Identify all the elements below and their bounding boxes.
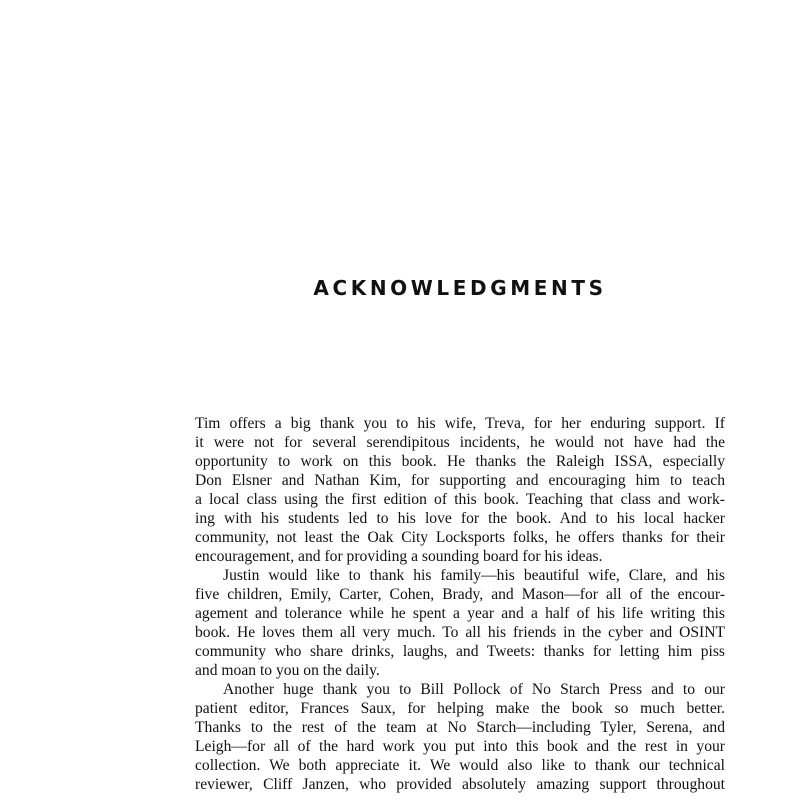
text-line: Thanks to the rest of the team at No Starch—including Tyler, Serena, and (195, 719, 725, 736)
text-line: a local class using the first edition of this book. Teaching that class and work- (195, 491, 725, 508)
paragraph (195, 680, 725, 794)
text-line: Don Elsner and Nathan Kim, for supporting and encouraging him to teach (195, 472, 725, 489)
text-line: Leigh—for all of the hard work you put into this book and the rest in your (195, 738, 725, 755)
text-line: encouragement, and for providing a sounding board for his ideas. (195, 548, 603, 565)
text-line: agement and tolerance while he spent a year and a half of his life writing this (195, 605, 725, 622)
text-line: it were not for several serendipitous incidents, he would not have had the (195, 434, 725, 451)
text-line: collection. We both appreciate it. We would also like to thank our technical (195, 757, 725, 774)
chapter-title: ACKNOWLEDGMENTS (313, 276, 607, 300)
body-text (195, 414, 725, 794)
text-line: and moan to you on the daily. (195, 662, 380, 679)
text-line: ing with his students led to his love for the book. And to his local hacker (195, 510, 725, 527)
text-line: reviewer, Cliff Janzen, who provided absolutely amazing support throughout (195, 776, 725, 793)
text-line: community who share drinks, laughs, and Tweets: thanks for letting him piss (195, 643, 725, 660)
paragraph (195, 566, 725, 680)
text-line: patient editor, Frances Saux, for helping make the book so much better. (195, 700, 725, 717)
text-line: Another huge thank you to Bill Pollock of No Starch Press and to our (223, 681, 725, 698)
text-line: book. He loves them all very much. To all his friends in the cyber and OSINT (195, 624, 725, 641)
text-line: Tim offers a big thank you to his wife, Treva, for her enduring support. If (195, 415, 725, 432)
paragraph (195, 414, 725, 566)
text-line: community, not least the Oak City Locksports folks, he offers thanks for their (195, 529, 725, 546)
text-line: opportunity to work on this book. He thanks the Raleigh ISSA, especially (195, 453, 725, 470)
text-line: five children, Emily, Carter, Cohen, Brady, and Mason—for all of the encour- (195, 586, 725, 603)
text-line: Justin would like to thank his family—his beautiful wife, Clare, and his (223, 567, 725, 584)
